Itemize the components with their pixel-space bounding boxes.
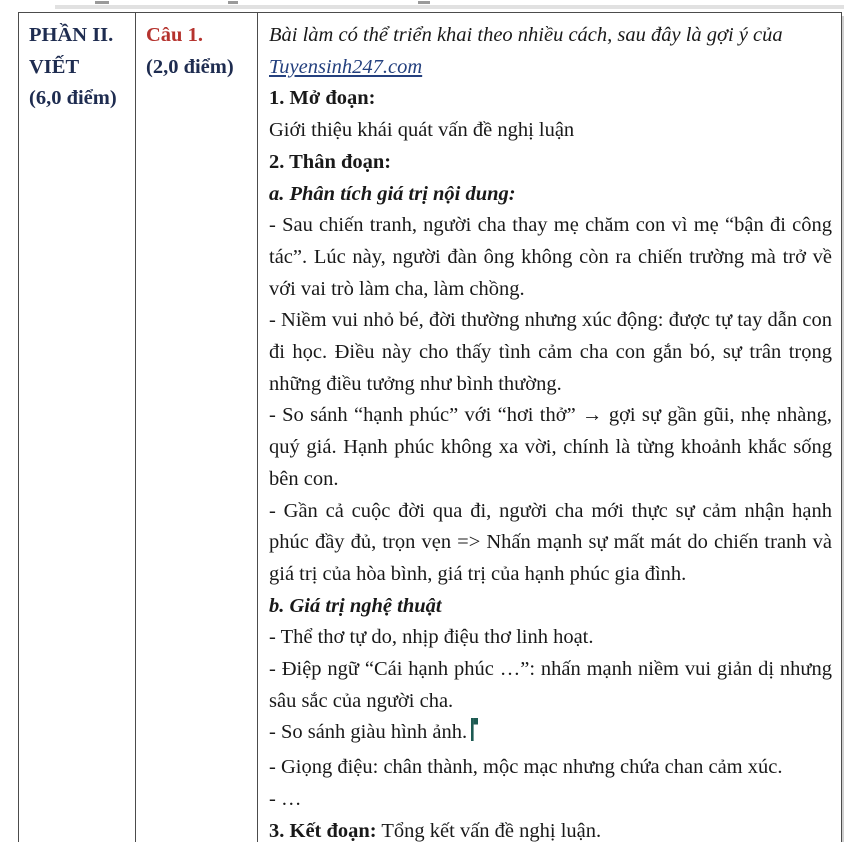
section-title-line2: VIẾT <box>29 55 80 78</box>
body-paragraph-heading: 2. Thân đoạn: <box>269 150 392 173</box>
art-point-5: - … <box>269 787 302 810</box>
answer-content-cell <box>258 13 841 842</box>
tuyensinh247-link[interactable]: Tuyensinh247.com <box>269 55 423 78</box>
art-point-1: - Thể thơ tự do, nhịp điệu thơ linh hoạt. <box>269 626 594 649</box>
section-cell <box>19 13 136 842</box>
question-number: Câu 1. <box>146 24 203 46</box>
question-points: (2,0 điểm) <box>146 55 234 78</box>
close-paragraph-heading: 3. Kết đoạn: <box>269 819 377 842</box>
answer-key-table <box>18 12 842 842</box>
open-paragraph-body: Giới thiệu khái quát vấn đề nghị luận <box>269 119 575 142</box>
content-point-1: - Sau chiến tranh, người cha thay mẹ chăm con vì mẹ “bận đi công tác”. Lúc này, người đàn ông không còn ra chiến trường mà trở về với vai trò làm cha, làm chồng. <box>269 214 832 300</box>
source-link-line <box>269 52 832 84</box>
content-point-3: - So sánh “hạnh phúc” với “hơi thở” → gợi sự gần gũi, nhẹ nhàng, quý giá. Hạnh phúc không xa vời, chính là từng khoảnh khắc sống bên con. <box>269 404 832 490</box>
cropped-text-fragment <box>228 1 238 4</box>
art-point-2: - Điệp ngữ “Cái hạnh phúc …”: nhấn mạnh niềm vui giản dị nhưng sâu sắc của người cha. <box>269 658 832 712</box>
art-point-3: - So sánh giàu hình ảnh. <box>269 721 468 744</box>
content-point-2: - Niềm vui nhỏ bé, đời thường nhưng xúc động: được tự tay dẫn con đi học. Điều này cho thấy tình cảm cha con gắn bó, sự trân trọng những điều tưởng như bình thường. <box>269 309 832 395</box>
close-paragraph-line <box>269 816 832 842</box>
art-point-4: - Giọng điệu: chân thành, mộc mạc nhưng chứa chan cảm xúc. <box>269 756 783 779</box>
section-points: (6,0 điểm) <box>29 87 117 110</box>
text-cursor-icon <box>469 718 480 752</box>
cropped-text-fragment <box>418 1 430 4</box>
intro-note: Bài làm có thể triển khai theo nhiều cách, sau đây là gợi ý của <box>269 24 783 46</box>
content-point-4: - Gần cả cuộc đời qua đi, người cha mới thực sự cảm nhận hạnh phúc đầy đủ, trọn vẹn => Nhấn mạnh sự mất mát do chiến tranh và giá trị của hòa bình, giá trị của hạnh phúc gia đình. <box>269 499 832 585</box>
question-cell <box>136 13 258 842</box>
cropped-row-shadow <box>55 5 844 9</box>
close-paragraph-body: Tổng kết vấn đề nghị luận. <box>376 819 602 842</box>
section-title-line1: PHẦN II. <box>29 24 114 46</box>
content-value-heading: a. Phân tích giá trị nội dung: <box>269 182 516 205</box>
cropped-text-fragment <box>95 1 109 4</box>
open-paragraph-heading: 1. Mở đoạn: <box>269 87 376 110</box>
art-value-heading: b. Giá trị nghệ thuật <box>269 594 442 617</box>
art-point-3-line <box>269 717 832 752</box>
